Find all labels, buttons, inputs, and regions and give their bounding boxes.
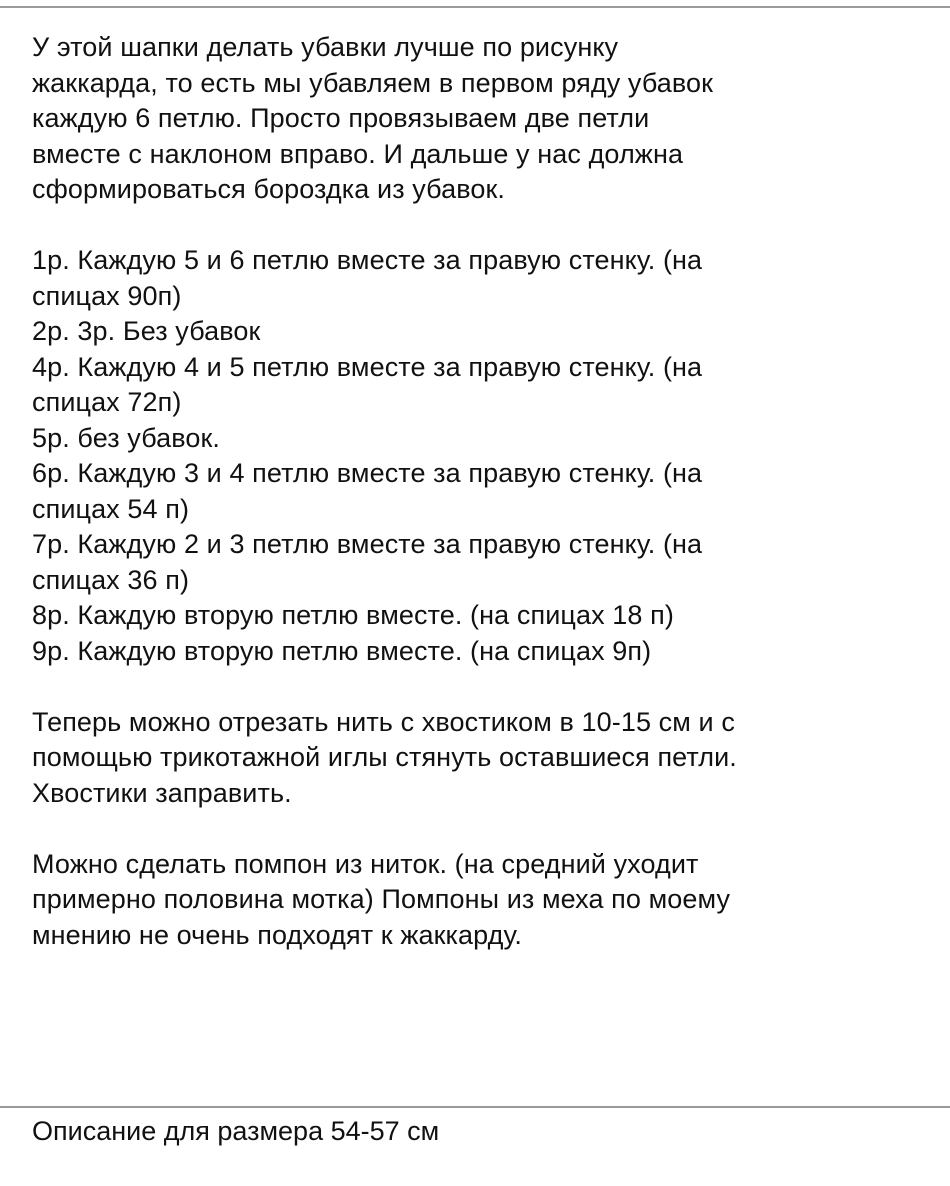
row-line: 1р. Каждую 5 и 6 петлю вместе за правую стенку. (на <box>32 245 703 275</box>
row-line: 2р. 3р. Без убавок <box>32 316 261 346</box>
row-line: спицах 54 п) <box>32 493 190 524</box>
text-line: каждую 6 петлю. Просто провязываем две петли <box>32 103 650 133</box>
text-line: Можно сделать помпон из ниток. (на средний уходит <box>32 848 699 879</box>
paragraph-gap <box>32 811 932 847</box>
instructions-text <box>32 30 932 953</box>
row-line: 4р. Каждую 4 и 5 петлю вместе за правую стенку. (на <box>32 351 703 382</box>
row-line: 6р. Каждую 3 и 4 петлю вместе за правую стенку. (на <box>32 458 703 488</box>
text-line: Хвостики заправить. <box>32 777 292 808</box>
text-line: примерно половина мотка) Помпоны из меха по моему <box>32 884 731 914</box>
text-line: сформироваться бороздка из убавок. <box>32 174 506 204</box>
bottom-divider <box>0 1106 950 1108</box>
rows-list <box>32 243 932 669</box>
text-line: помощью трикотажной иглы стянуть оставшиеся петли. <box>32 742 737 772</box>
row-line: 9р. Каждую вторую петлю вместе. (на спицах 9п) <box>32 635 652 666</box>
text-line: Теперь можно отрезать нить с хвостиком в 10-15 см и с <box>32 706 735 737</box>
row-line: спицах 36 п) <box>32 564 190 595</box>
intro-paragraph <box>32 30 932 208</box>
row-line: 5р. без убавок. <box>32 422 221 453</box>
pompom-paragraph <box>32 847 932 954</box>
row-line: спицах 72п) <box>32 387 182 417</box>
row-line: 7р. Каждую 2 и 3 петлю вместе за правую стенку. (на <box>32 529 703 559</box>
top-divider <box>0 6 950 8</box>
text-line: жаккарда, то есть мы убавляем в первом ряду убавок <box>32 67 714 98</box>
text-line: мнению не очень подходят к жаккарду. <box>32 919 522 950</box>
paragraph-gap <box>32 208 932 244</box>
text-line: вместе с наклоном вправо. И дальше у нас должна <box>32 138 684 169</box>
finish-paragraph <box>32 705 932 812</box>
size-caption: Описание для размера 54-57 см <box>32 1116 440 1146</box>
text-line: У этой шапки делать убавки лучше по рисунку <box>32 32 619 62</box>
row-line: 8р. Каждую вторую петлю вместе. (на спицах 18 п) <box>32 600 674 630</box>
row-line: спицах 90п) <box>32 280 182 311</box>
paragraph-gap <box>32 669 932 705</box>
